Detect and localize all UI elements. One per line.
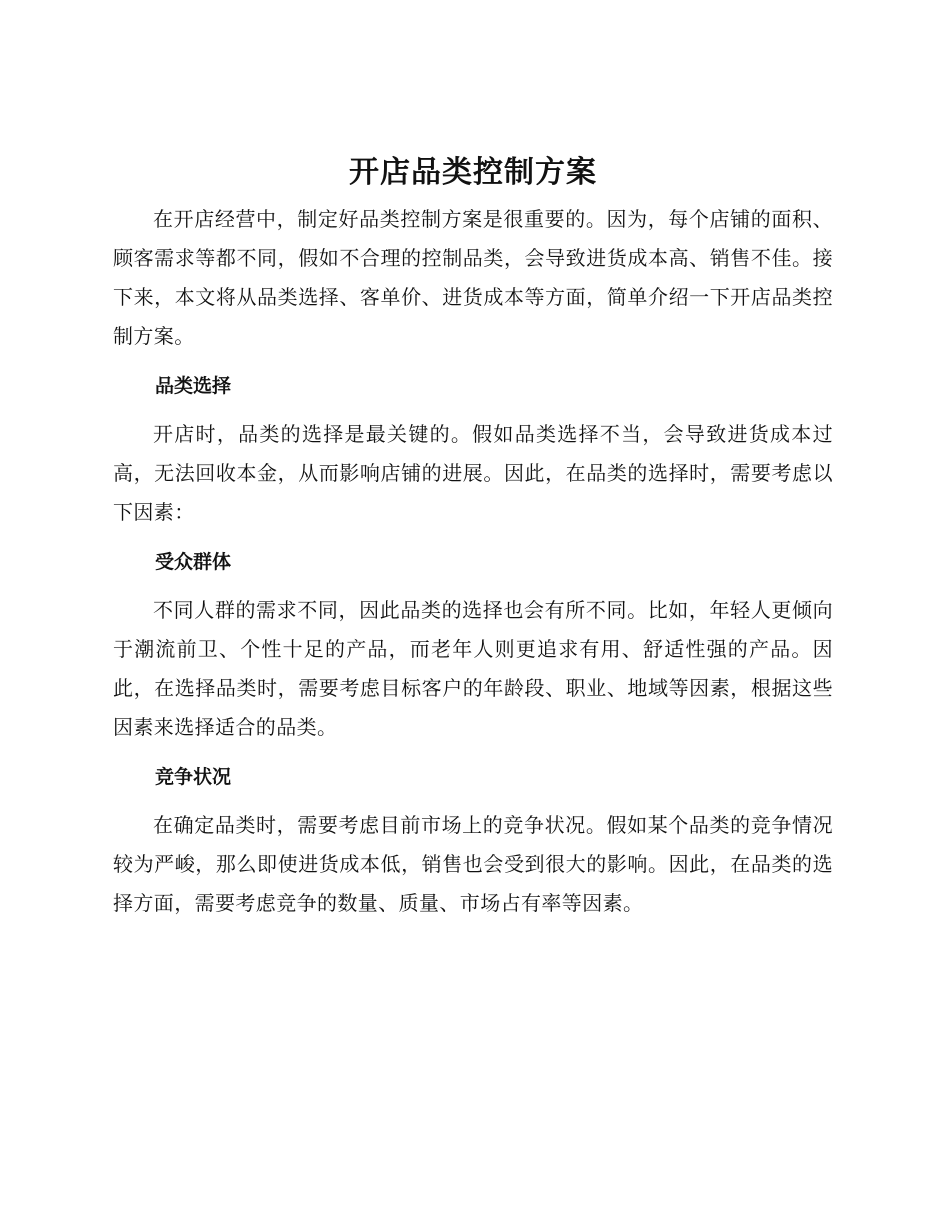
section-category-selection [113, 374, 833, 532]
section-competition [113, 765, 833, 923]
section-paragraph: 开店时，品类的选择是最关键的。假如品类选择不当，会导致进货成本过高，无法回收本金，从而影响店铺的进展。因此，在品类的选择时，需要考虑以下因素： [113, 422, 833, 524]
section-heading: 竞争状况 [155, 766, 232, 788]
section-heading: 品类选择 [155, 375, 232, 397]
section-heading: 受众群体 [155, 551, 232, 573]
section-target-audience [113, 550, 833, 747]
intro-paragraph: 在开店经营中，制定好品类控制方案是很重要的。因为，每个店铺的面积、顾客需求等都不同，假如不合理的控制品类，会导致进货成本高、销售不佳。接下来，本文将从品类选择、客单价、进货成本等方面，简单介绍一下开店品类控制方案。 [113, 207, 833, 348]
document-page [113, 150, 833, 923]
section-paragraph: 在确定品类时，需要考虑目前市场上的竞争状况。假如某个品类的竞争情况较为严峻，那么即使进货成本低，销售也会受到很大的影响。因此，在品类的选择方面，需要考虑竞争的数量、质量、市场占有率等因素。 [113, 813, 833, 915]
document-title: 开店品类控制方案 [349, 155, 597, 190]
section-paragraph: 不同人群的需求不同，因此品类的选择也会有所不同。比如，年轻人更倾向于潮流前卫、个性十足的产品，而老年人则更追求有用、舒适性强的产品。因此，在选择品类时，需要考虑目标客户的年龄段、职业、地域等因素，根据这些因素来选择适合的品类。 [113, 598, 833, 739]
